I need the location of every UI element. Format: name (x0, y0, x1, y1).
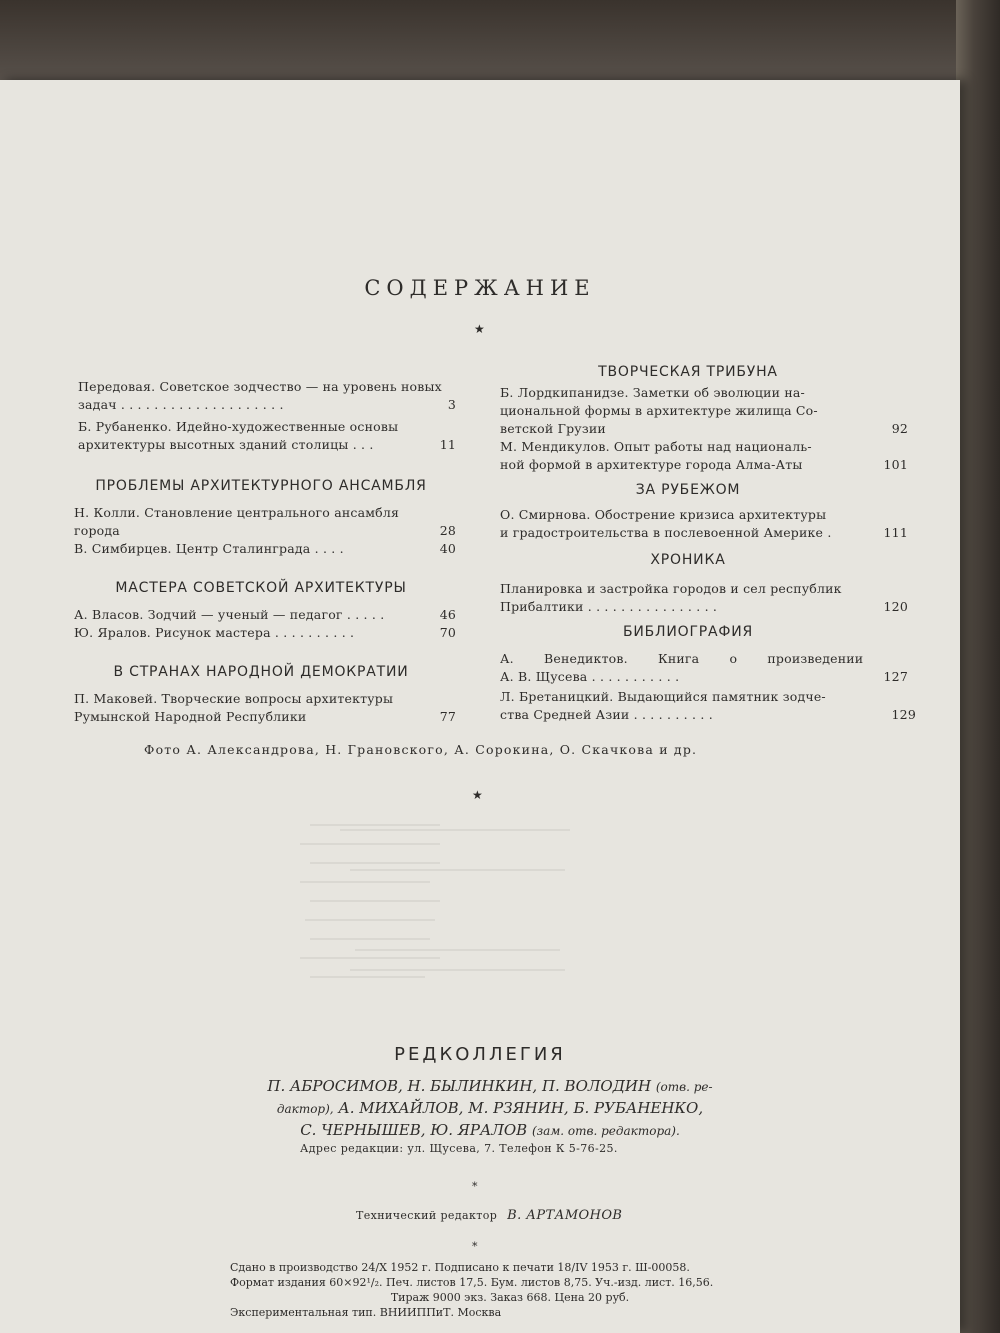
page-number: 120 (883, 599, 908, 614)
toc-entry-vlasov[interactable]: А. Власов. Зодчий — ученый — педагог . . . . . 46 (74, 607, 456, 622)
page-number: 77 (439, 709, 456, 724)
page-number: 127 (883, 669, 908, 684)
background-top (0, 0, 960, 80)
page-number: 111 (883, 525, 908, 540)
toc-entry-editorial[interactable]: Передовая. Советское зодчество — на уровень новых задач . . . . . . . . . . . . . . . . . . . . 3 (78, 379, 456, 412)
bleed-through-texture (110, 770, 570, 1010)
page-number: 70 (439, 625, 456, 640)
page-number: 40 (439, 541, 456, 556)
page-number: 92 (891, 421, 908, 436)
toc-entry-smirnova[interactable]: О. Смирнова. Обострение кризиса архитектуры и градостроительства в послевоенной Америке . 111 (500, 507, 908, 540)
toc-entry-venediktov[interactable]: А. Венедиктов. Книга о произведении А. В. Щусева . . . . . . . . . . . 127 (500, 651, 908, 684)
page-number: 11 (439, 437, 456, 452)
contents-title: СОДЕРЖАНИЕ (364, 276, 596, 300)
section-heading-abroad: ЗА РУБЕЖОМ (635, 482, 741, 498)
toc-entry-makovey[interactable]: П. Маковей. Творческие вопросы архитектуры Румынской Народной Республики 77 (74, 691, 456, 724)
section-heading-ensemble: ПРОБЛЕМЫ АРХИТЕКТУРНОГО АНСАМБЛЯ (95, 478, 427, 494)
toc-entry-yaralov[interactable]: Ю. Яралов. Рисунок мастера . . . . . . . . . . 70 (74, 625, 456, 640)
editorial-board-heading: РЕДКОЛЛЕГИЯ (394, 1044, 566, 1065)
page-number: 3 (447, 397, 456, 412)
toc-entry-simbirtsev[interactable]: В. Симбирцев. Центр Сталинграда . . . . 40 (74, 541, 456, 556)
toc-entry-mendikulov[interactable]: М. Мендикулов. Опыт работы над националь- ной формой в архитектуре города Алма-Аты 101 (500, 439, 908, 472)
toc-entry-continuation: архитектуры высотных зданий столицы . . . (78, 437, 374, 452)
toc-entry-kolli[interactable]: Н. Колли. Становление центрального ансамбля города 28 (74, 505, 456, 538)
book-spine-edge (956, 0, 1000, 1333)
toc-entry-lordkipanidze[interactable]: Б. Лордкипанидзе. Заметки об эволюции на- циональной формы в архитектуре жилища Со- ветской Грузии 92 (500, 385, 908, 436)
small-star-1: * (472, 1180, 478, 1193)
section-heading-bibliography: БИБЛИОГРАФИЯ (622, 624, 754, 640)
toc-entry-rubanenko[interactable]: Б. Рубаненко. Идейно-художественные основы архитектуры высотных зданий столицы . . . 11 (78, 419, 456, 452)
toc-entry-planning[interactable]: Планировка и застройка городов и сел республик Прибалтики . . . . . . . . . . . . . . . . 120 (500, 581, 908, 614)
star-ornament-middle: ★ (472, 788, 483, 802)
editorial-board-members: П. АБРОСИМОВ, Н. БЫЛИНКИН, П. ВОЛОДИН (отв. ре- дактор), А. МИХАЙЛОВ, М. РЗЯНИН, Б. РУБАНЕНКО, С. ЧЕРНЫШЕВ, Ю. ЯРАЛОВ (зам. отв. редактора). (267, 1077, 713, 1139)
page-number: 101 (883, 457, 908, 472)
imprint: Сдано в производство 24/X 1952 г. Подписано к печати 18/IV 1953 г. Ш-00058. Формат издания 60×92¹/₂. Печ. листов 17,5. Бум. листов 8,75. Уч.-изд. лист. 16,56. Тираж 9000 экз. Заказ 668. Цена 20 руб. Экспериментальная тип. ВНИИППиТ. Москва (230, 1261, 714, 1319)
section-heading-democracies: В СТРАНАХ НАРОДНОЙ ДЕМОКРАТИИ (113, 664, 409, 680)
page-number: 28 (439, 523, 456, 538)
photo-credit: Фото А. Александрова, Н. Грановского, А. Сорокина, О. Скачкова и др. (144, 742, 698, 757)
editorial-address: Адрес редакции: ул. Щусева, 7. Телефон К 5-76-25. (300, 1142, 618, 1155)
section-heading-chronicle: ХРОНИКА (650, 552, 726, 568)
technical-editor-name: В. АРТАМОНОВ (507, 1208, 623, 1223)
star-ornament-top: ★ (474, 322, 485, 336)
section-heading-tribune: ТВОРЧЕСКАЯ ТРИБУНА (598, 364, 778, 380)
toc-entry-bretanitsky[interactable]: Л. Бретаницкий. Выдающийся памятник зодче- ства Средней Азии . . . . . . . . . . 129 (500, 689, 916, 722)
technical-editor: Технический редактор В. АРТАМОНОВ (356, 1208, 623, 1223)
small-star-2: * (472, 1240, 478, 1253)
section-heading-masters: МАСТЕРА СОВЕТСКОЙ АРХИТЕКТУРЫ (115, 580, 407, 596)
toc-entry-continuation: задач . . . . . . . . . . . . . . . . . . . . (78, 397, 284, 412)
page-number: 129 (891, 707, 916, 722)
page-number: 46 (439, 607, 456, 622)
